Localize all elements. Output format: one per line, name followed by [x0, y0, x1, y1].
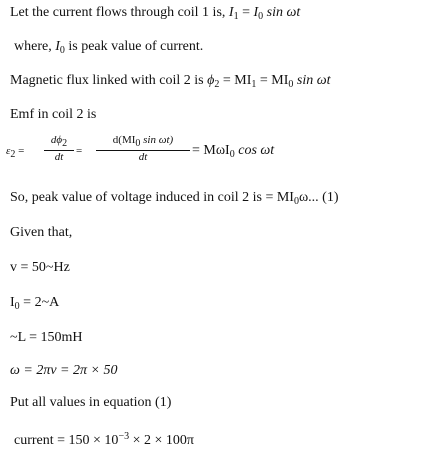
- line6-pre: So, peak value of voltage induced in coil 2 is = MI: [10, 190, 294, 205]
- line-frequency: [10, 259, 70, 277]
- line1-text: Let the current flows through coil 1 is,: [10, 5, 229, 20]
- line3-pre: Magnetic flux linked with coil 2 is: [10, 73, 208, 88]
- fraction2-numerator: [96, 134, 190, 150]
- rhs-post: cos ωt: [234, 143, 275, 158]
- i0-symbol: I: [253, 5, 259, 20]
- line13-pre: current = 150 × 10: [14, 433, 119, 448]
- fraction1-denominator: dt: [54, 151, 64, 163]
- line12-text: Put all values in equation (1): [10, 395, 172, 410]
- line9-post: = 2~A: [19, 295, 60, 310]
- line-put-values: [10, 394, 171, 412]
- line-current-coil1: [10, 4, 300, 26]
- epsilon-subscript: 2: [10, 149, 16, 160]
- i1-subscript: 1: [233, 11, 239, 22]
- fraction2-denominator: dt: [138, 151, 148, 163]
- line-peak-current: [14, 38, 203, 60]
- line2-post: is peak value of current.: [64, 39, 204, 54]
- num2-pre: d(MI: [112, 134, 136, 146]
- line2-i0: I: [55, 39, 60, 54]
- rhs-sub: 0: [229, 149, 235, 160]
- line4-text: Emf in coil 2 is: [10, 107, 97, 122]
- line10-text: ~L = 150mH: [10, 330, 83, 345]
- num2-post: sin ωt): [140, 134, 174, 146]
- line1-rhs: sin ωt: [263, 5, 301, 20]
- line9-sub: 0: [14, 301, 20, 312]
- emf-lhs: [6, 145, 24, 160]
- line9-pre: I: [10, 295, 15, 310]
- dphi-text: dϕ: [50, 134, 63, 146]
- line-omega: [10, 362, 117, 380]
- rhs-pre: = MωI: [192, 143, 230, 158]
- i1-symbol: I: [228, 5, 234, 20]
- line6-sub: 0: [293, 196, 299, 207]
- line-peak-voltage: [10, 189, 339, 211]
- fraction-dMI-dt: [96, 134, 190, 164]
- line8-text: v = 50~Hz: [10, 260, 70, 275]
- line-current-result: [14, 428, 194, 450]
- line11-text: ω = 2πv = 2π × 50: [10, 363, 118, 378]
- line3-mid2-sub: 0: [288, 79, 294, 90]
- dphi-sub: 2: [62, 138, 68, 149]
- line-inductance: [10, 329, 83, 347]
- line-peak-current-value: [10, 294, 59, 316]
- fraction1-numerator: [44, 134, 74, 150]
- emf-rhs: [192, 143, 274, 160]
- line2-pre: where,: [14, 39, 56, 54]
- epsilon-symbol: ε: [6, 145, 11, 157]
- fraction-dphi-dt: [44, 134, 74, 164]
- line3-mid1: = MI: [219, 73, 252, 88]
- line3-post: sin ωt: [293, 73, 331, 88]
- i0-subscript: 0: [258, 11, 264, 22]
- line13-post: × 2 × 100π: [129, 433, 194, 448]
- emf-equation: [0, 130, 425, 174]
- line7-text: Given that,: [10, 225, 73, 240]
- emf-equals-2: =: [76, 145, 83, 157]
- phi-subscript: 2: [214, 79, 220, 90]
- line-given-that: [10, 224, 72, 242]
- line3-mid1-sub: 1: [251, 79, 257, 90]
- line-emf-heading: [10, 106, 96, 124]
- line13-sup: −3: [118, 431, 130, 442]
- line2-i0-sub: 0: [59, 45, 65, 56]
- line3-mid2: = MI: [256, 73, 289, 88]
- phi-symbol: ϕ: [207, 73, 215, 88]
- line6-post: ω... (1): [298, 190, 339, 205]
- line1-equals: =: [238, 5, 254, 20]
- num2-sub: 0: [135, 138, 141, 149]
- line-magnetic-flux: [10, 72, 331, 94]
- emf-equals-1: =: [15, 145, 25, 157]
